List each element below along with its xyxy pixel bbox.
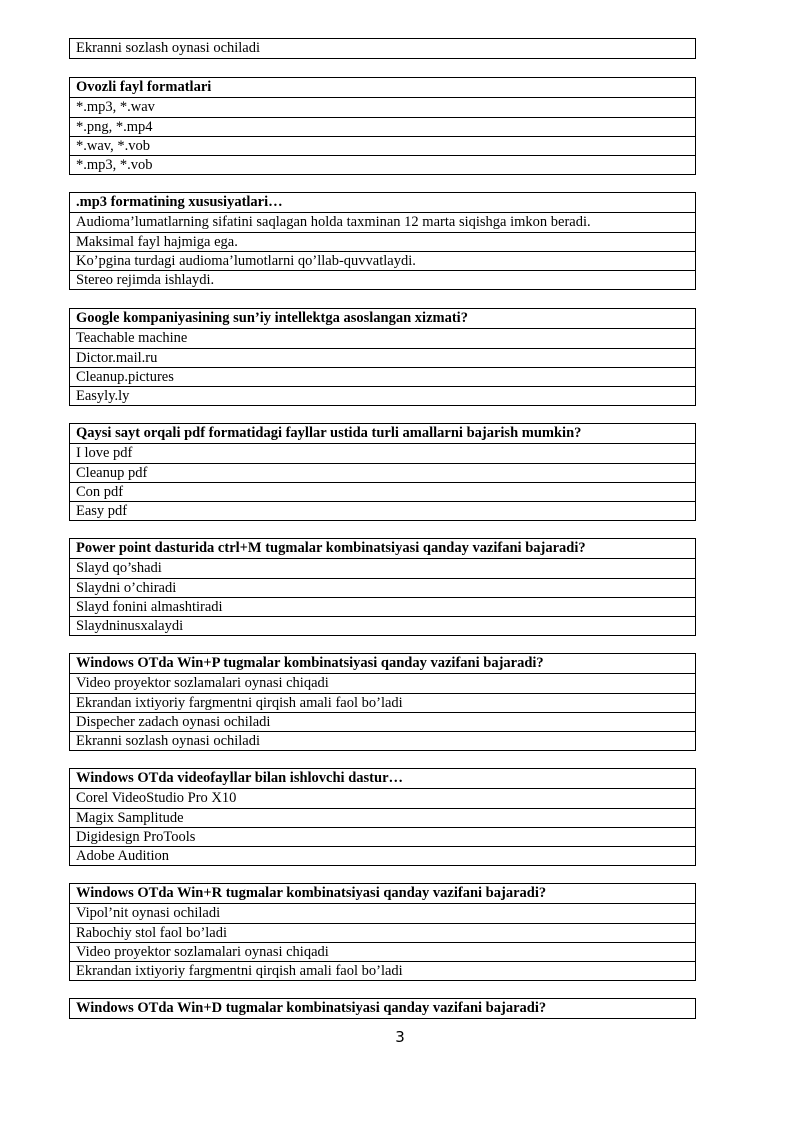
question-table	[69, 77, 696, 175]
answer-option: Teachable machine	[70, 328, 695, 347]
answer-option: Cleanup.pictures	[70, 367, 695, 386]
question-text: Windows OTda videofayllar bilan ishlovchi dastur…	[76, 770, 404, 786]
answer-option: Slaydni o’chiradi	[70, 578, 695, 597]
question-table	[69, 883, 696, 981]
answer-option: Ekrandan ixtiyoriy fargmentni qirqish amali faol bo’ladi	[70, 961, 695, 980]
answer-option: *.mp3, *.vob	[70, 155, 695, 174]
question-text: Google kompaniyasining sun’iy intellektga asoslangan xizmati?	[76, 310, 468, 326]
question-table	[69, 192, 696, 290]
answer-option: Dispecher zadach oynasi ochiladi	[70, 712, 695, 731]
answer-option: Digidesign ProTools	[70, 827, 695, 846]
question-text: Qaysi sayt orqali pdf formatidagi fayllar ustida turli amallarni bajarish mumkin?	[76, 425, 582, 441]
answer-option: Slayd qo’shadi	[70, 558, 695, 577]
answer-option: Vipol’nit oynasi ochiladi	[70, 903, 695, 922]
answer-option: Rabochiy stol faol bo’ladi	[70, 923, 695, 942]
answer-option: Easy pdf	[70, 501, 695, 520]
question-text: Windows OTda Win+D tugmalar kombinatsiyasi qanday vazifani bajaradi?	[76, 1000, 547, 1016]
answer-option: Maksimal fayl hajmiga ega.	[70, 232, 695, 251]
answer-option: Adobe Audition	[70, 846, 695, 865]
answer-option: Slaydninusxalaydi	[70, 616, 695, 635]
answer-option: Ekranni sozlash oynasi ochiladi	[76, 40, 261, 56]
answer-option: Cleanup pdf	[70, 463, 695, 482]
answer-option: Ko’pgina turdagi audioma’lumotlarni qo’llab-quvvatlaydi.	[70, 251, 695, 270]
question-table	[69, 653, 696, 751]
question-text: Windows OTda Win+P tugmalar kombinatsiyasi qanday vazifani bajaradi?	[76, 655, 544, 671]
answer-option: I love pdf	[70, 443, 695, 462]
question-table	[69, 38, 696, 59]
answer-option: Ekranni sozlash oynasi ochiladi	[70, 731, 695, 750]
answer-option: Con pdf	[70, 482, 695, 501]
answer-option: Video proyektor sozlamalari oynasi chiqadi	[70, 942, 695, 961]
question-table	[69, 538, 696, 636]
question-text: Windows OTda Win+R tugmalar kombinatsiyasi qanday vazifani bajaradi?	[76, 885, 547, 901]
answer-option: Slayd fonini almashtiradi	[70, 597, 695, 616]
question-table	[69, 308, 696, 406]
answer-option: Stereo rejimda ishlaydi.	[70, 270, 695, 289]
page-number: 3	[395, 1028, 405, 1046]
question-table	[69, 423, 696, 521]
question-text: .mp3 formatining xususiyatlari…	[76, 194, 283, 210]
answer-option: Audioma’lumatlarning sifatini saqlagan holda taxminan 12 marta siqishga imkon beradi.	[70, 212, 695, 231]
question-text: Power point dasturida ctrl+M tugmalar kombinatsiyasi qanday vazifani bajaradi?	[76, 540, 586, 556]
answer-option: *.mp3, *.wav	[70, 97, 695, 116]
answer-option: Magix Samplitude	[70, 808, 695, 827]
question-text: Ovozli fayl formatlari	[76, 79, 212, 95]
answer-option: Ekrandan ixtiyoriy fargmentni qirqish amali faol bo’ladi	[70, 693, 695, 712]
answer-option: *.png, *.mp4	[70, 117, 695, 136]
answer-option: Easyly.ly	[70, 386, 695, 405]
question-table	[69, 998, 696, 1019]
answer-option: Video proyektor sozlamalari oynasi chiqadi	[70, 673, 695, 692]
question-table	[69, 768, 696, 866]
answer-option: Dictor.mail.ru	[70, 348, 695, 367]
answer-option: *.wav, *.vob	[70, 136, 695, 155]
answer-option: Corel VideoStudio Pro X10	[70, 788, 695, 807]
